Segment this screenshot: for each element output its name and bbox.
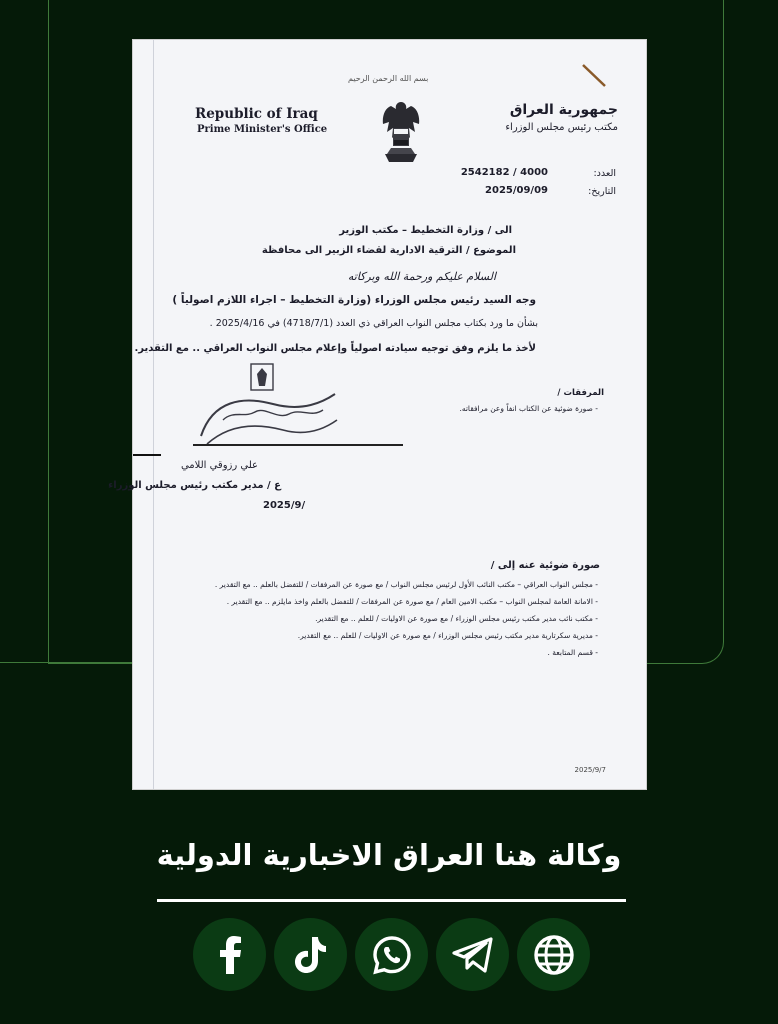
body-line: وجه السيد رئيس مجلس الوزراء (وزارة التخطيط – اجراء اللازم اصولياً ): [172, 294, 536, 306]
signature-rule: [193, 444, 403, 446]
brand-underline: [157, 899, 626, 902]
header-ar-title: جمهورية العراق: [509, 102, 618, 118]
copies-item: - الامانة العامة لمجلس النواب – مكتب الامين العام / مع صورة عن المرفقات / للتفضل بالعلم واخذ مايلزم .. مع التقدير .: [226, 597, 598, 606]
signer-name: علي رزوقي اللامي: [180, 460, 258, 471]
header-ar-subtitle: مكتب رئيس مجلس الوزراء: [505, 122, 618, 133]
copies-item: - مجلس النواب العراقي – مكتب النائب الأول لرئيس مجلس النواب / مع صورة عن المرفقات / للتفضل بالعلم .. مع التقدير .: [214, 580, 598, 589]
telegram-icon[interactable]: [436, 918, 509, 991]
signer-title: ع / مدير مكتب رئيس مجلس الوزراء: [108, 480, 281, 491]
tiktok-icon[interactable]: [274, 918, 347, 991]
basmala: بسم الله الرحمن الرحيم: [348, 74, 429, 83]
side-mark: [133, 454, 161, 456]
attachments-label: المرفقات /: [557, 388, 604, 398]
body-line: لأخذ ما يلزم وفق توجيه سيادته اصولياً وإعلام مجلس النواب العراقي .. مع التقدير.: [134, 343, 536, 354]
facebook-icon[interactable]: [193, 918, 266, 991]
office-seal-stamp: [193, 360, 343, 450]
header-en-title: Republic of Iraq: [195, 106, 318, 122]
copies-item: - مكتب نائب مدير مكتب رئيس مجلس الوزراء / مع صورة عن الاوليات / للعلم .. مع التقدير.: [315, 614, 598, 623]
binder-line: [153, 40, 154, 789]
copies-item: - مديرية سكرتارية مدير مكتب رئيس مجلس الوزراء / مع صورة عن الاوليات / للعلم .. مع التقدير.: [297, 631, 598, 640]
date-label: التاريخ:: [588, 186, 616, 197]
document-photo: [108, 40, 646, 789]
greeting: السلام عليكم ورحمة الله وبركاته: [347, 270, 496, 283]
pen-mark-icon: [573, 60, 613, 90]
social-icons: [193, 918, 593, 994]
brand-name: وكالة هنا العراق الاخبارية الدولية: [156, 838, 622, 872]
subject-line: الموضوع / الترقية الادارية لقضاء الزبير الى محافظة: [261, 245, 516, 256]
to-line: الى / وزارة التخطيط – مكتب الوزير: [339, 225, 512, 236]
copies-label: صورة ضوئية عنه إلى /: [490, 560, 600, 571]
attachment-item: - صورة ضوئية عن الكتاب انفاً وعن مرافقاته.: [459, 404, 598, 413]
body-line: بشأن ما ورد بكتاب مجلس النواب العراقي ذي العدد (4718/7/1) في 2025/4/16 .: [209, 318, 538, 329]
sign-date: 2025/9/: [263, 500, 306, 511]
number-value: 2542182 / 4000: [460, 167, 548, 178]
globe-icon[interactable]: [517, 918, 590, 991]
header-en-subtitle: Prime Minister's Office: [197, 124, 328, 135]
whatsapp-icon[interactable]: [355, 918, 428, 991]
date-value: 2025/09/09: [485, 185, 548, 196]
footer-date: 2025/9/7: [574, 766, 606, 774]
copies-item: - قسم المتابعة .: [547, 648, 598, 657]
number-label: العدد:: [593, 168, 616, 179]
iraq-emblem-icon: [377, 98, 425, 168]
